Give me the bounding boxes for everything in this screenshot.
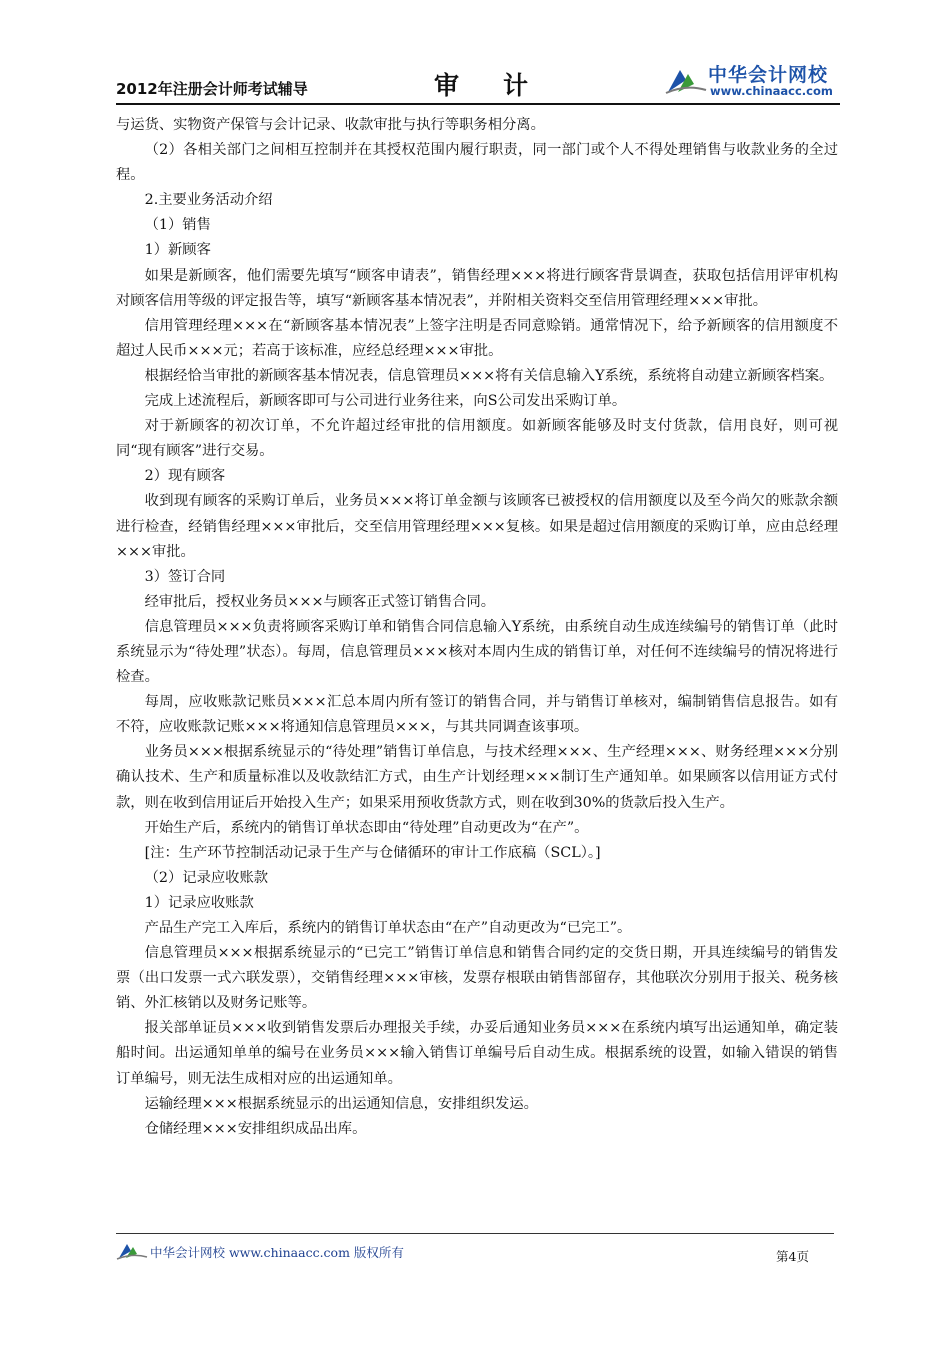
paragraph: （2）记录应收账款 <box>144 869 269 886</box>
paragraph: 报关部单证员×××收到销售发票后办理报关手续，办妥后通知业务员×××在系统内填写出运通知单，确定装船时间。出运通知单单的编号在业务员×××输入销售订单编号后自动生成。根据系统的设置，如输入错误的销售订单编号，则无法生成相对应的出运通知单。 <box>116 1020 838 1087</box>
paragraph: 收到现有顾客的采购订单后，业务员×××将订单金额与该顾客已被授权的信用额度以及至今尚欠的账款余额进行检查，经销售经理×××审批后，交至信用管理经理×××复核。如果是超过信用额度的采购订单，应由总经理×××审批。 <box>116 493 838 560</box>
header-divider <box>116 103 840 105</box>
paragraph: 业务员×××根据系统显示的“待处理”销售订单信息，与技术经理×××、生产经理×××、财务经理×××分别确认技术、生产和质量标准以及收款结汇方式，由生产计划经理×××制订生产通知单。如果顾客以信用证方式付款，则在收到信用证后开始投入生产；如果采用预收货款方式，则在收到30%的货款后投入生产。 <box>116 744 838 811</box>
exam-title: 2012年注册会计师考试辅导 <box>116 80 308 98</box>
paragraph: [注：生产环节控制活动记录于生产与仓储循环的审计工作底稿（SCL）。] <box>144 844 601 861</box>
paragraph: 根据经恰当审批的新顾客基本情况表，信息管理员×××将有关信息输入Y系统，系统将自动建立新顾客档案。 <box>144 367 834 384</box>
paragraph: 2.主要业务活动介绍 <box>144 192 273 209</box>
paragraph: 仓储经理×××安排组织成品出库。 <box>144 1120 367 1137</box>
logo-swoosh-icon <box>664 62 708 96</box>
paragraph: （1）销售 <box>144 217 211 234</box>
school-logo <box>664 58 840 100</box>
logo-name: 中华会计网校 <box>708 64 829 86</box>
paragraph: 信息管理员×××根据系统显示的“已完工”销售订单信息和销售合同约定的交货日期，开具连续编号的销售发票（出口发票一式六联发票），交销售经理×××审核，发票存根联由销售部留存，其他联次分别用于报关、税务核销、外汇核销以及财务记账等。 <box>116 945 838 1012</box>
page-footer <box>116 1233 840 1273</box>
paragraph: 信用管理经理×××在“新顾客基本情况表”上签字注明是否同意赊销。通常情况下，给予新顾客的信用额度不超过人民币×××元；若高于该标准，应经总经理×××审批。 <box>116 317 838 359</box>
paragraph: 开始生产后，系统内的销售订单状态即由“待处理”自动更改为“在产”。 <box>144 819 589 836</box>
paragraph: 与运货、实物资产保管与会计记录、收款审批与执行等职务相分离。 <box>116 117 545 133</box>
paragraph: 产品生产完工入库后，系统内的销售订单状态由“在产”自动更改为“已完工”。 <box>144 920 632 936</box>
subject-title: 审计 <box>434 71 573 100</box>
paragraph: （2）各相关部门之间相互控制并在其授权范围内履行职责，同一部门或个人不得处理销售与收款业务的全过程。 <box>116 142 838 184</box>
footer-logo-icon <box>116 1239 148 1261</box>
paragraph: 如果是新顾客，他们需要先填写“顾客申请表”，销售经理×××将进行顾客背景调查，获取包括信用评审机构对顾客信用等级的评定报告等，填写“新顾客基本情况表”，并附相关资料交至信用管理经理×××审批。 <box>116 267 838 309</box>
paragraph: 1）记录应收账款 <box>144 894 254 911</box>
paragraph: 信息管理员×××负责将顾客采购订单和销售合同信息输入Y系统，由系统自动生成连续编号的销售订单（此时系统显示为“待处理”状态）。每周，信息管理员×××核对本周内生成的销售订单，对任何不连续编号的情况将进行检查。 <box>116 618 838 686</box>
paragraph: 每周，应收账款记账员×××汇总本周内所有签订的销售合同，并与销售订单核对，编制销售信息报告。如有不符，应收账款记账×××将通知信息管理员×××，与其共同调查该事项。 <box>116 694 838 736</box>
paragraph: 运输经理×××根据系统显示的出运通知信息，安排组织发运。 <box>144 1095 538 1112</box>
footer-copyright: 中华会计网校 www.chinaacc.com 版权所有 <box>150 1245 404 1260</box>
page-header <box>116 56 840 104</box>
logo-url: www.chinaacc.com <box>710 84 833 98</box>
body-text <box>116 113 838 1142</box>
paragraph: 2）现有顾客 <box>144 468 226 485</box>
page-number: 第4页 <box>776 1249 809 1264</box>
footer-divider <box>116 1233 834 1234</box>
paragraph: 经审批后，授权业务员×××与顾客正式签订销售合同。 <box>144 593 496 610</box>
paragraph: 完成上述流程后，新顾客即可与公司进行业务往来，向S公司发出采购订单。 <box>144 393 627 410</box>
paragraph: 3）签订合同 <box>144 568 226 585</box>
paragraph: 1）新顾客 <box>144 242 211 259</box>
paragraph: 对于新顾客的初次订单，不允许超过经审批的信用额度。如新顾客能够及时支付货款，信用良好，则可视同“现有顾客”进行交易。 <box>116 418 838 460</box>
